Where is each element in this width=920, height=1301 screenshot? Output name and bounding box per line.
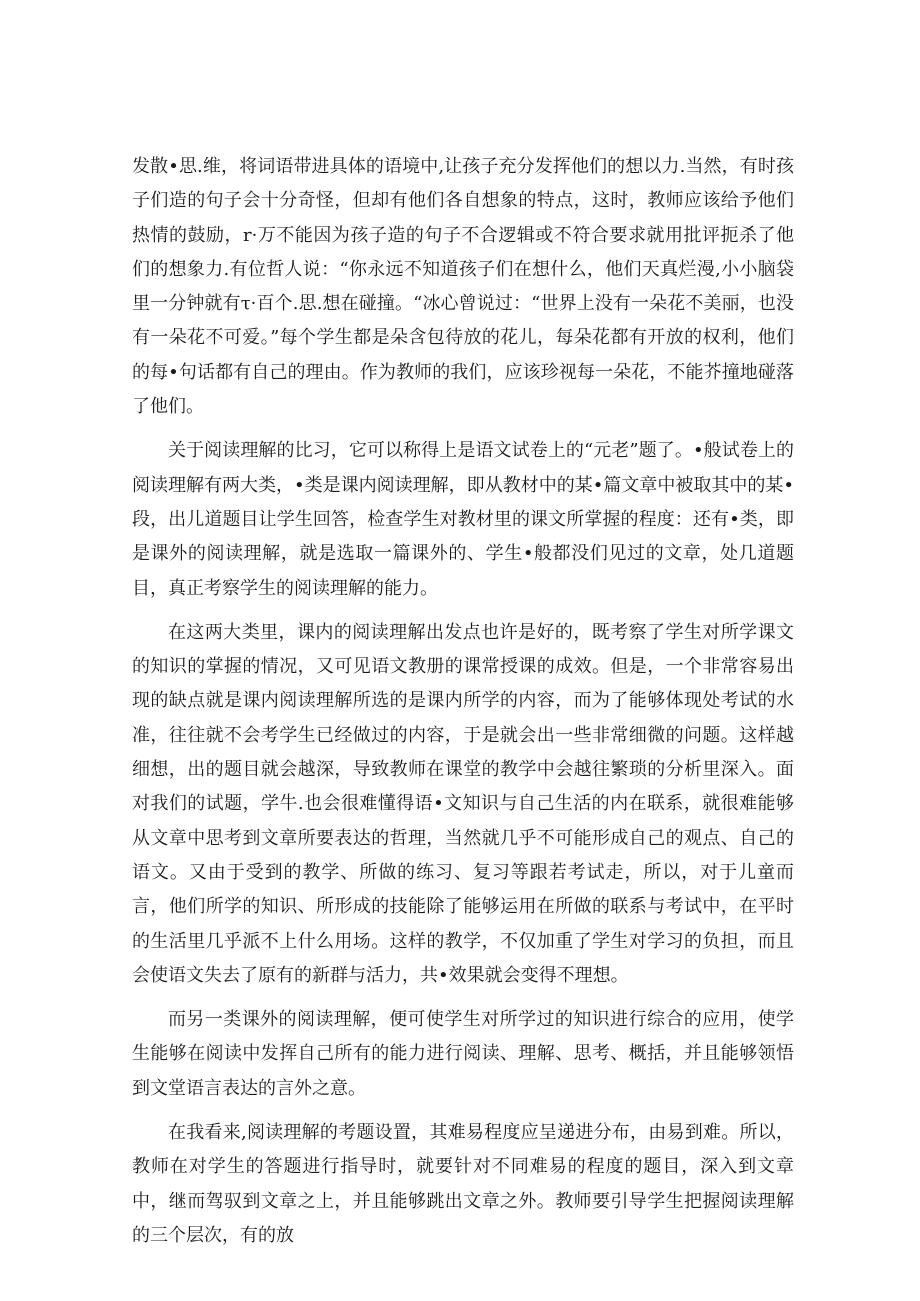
paragraph-4: 而另一类课外的阅读理解，便可使学生对所学过的知识进行综合的应用，使学生能够在阅读中发挥自己所有的能力进行阅读、理解、思考、概括，并且能够领悟到文堂语言表达的言外之意。 — [132, 1009, 794, 1099]
document-body — [132, 150, 794, 1263]
paragraph-3: 在这两大类里，课内的阅读理解出发点也许是好的，既考察了学生对所学课文的知识的掌握的情况，又可见语文教册的课常授课的成效。但是，一个非常容易出现的缺点就是课内阅读理解所选的是课内所学的内容，而为了能够体现处考试的水准，往往就不会考学生已经做过的内容，于是就会出一些非常细微的问题。这样越细想，出的题目就会越深，导致教师在课堂的教学中会越往繁琐的分析里深入。面对我们的试题，学牛.也会很难懂得语•文知识与自己生活的内在联系，就很难能够从文章中思考到文章所要表达的哲理，当然就几乎不可能形成自己的观点、自己的语文。又由于受到的教学、所做的练习、复习等跟若考试走，所以，对于儿童而言，他们所学的知识、所形成的技能除了能够运用在所做的联系与考试中，在平时的生活里几乎派不上什么用场。这样的教学，不仅加重了学生对学习的负担，而且会使语文失去了原有的新群与活力，共•效果就会变得不理想。 — [132, 621, 794, 986]
paragraph-2: 关于阅读理解的比习，它可以称得上是语文试卷上的“元老”题了。•般试卷上的阅读理解有两大类，•类是课内阅读理解，即从教材中的某•篇文章中被取其中的某•段，出儿道题目让学生回答，检查学生对教材里的课文所掌握的程度：还有•类，即是课外的阅读理解，就是选取一篇课外的、学生•般都没们见过的文章，处几道题目，真正考察学生的阅读理解的能力。 — [132, 440, 794, 599]
paragraph-1: 发散•思.维，将词语带进具体的语境中,让孩子充分发挥他们的想以力.当然，有时孩子们造的句子会十分奇怪，但却有他们各自想象的特点，这时，教师应该给予他们热情的鼓励，r·万不能因为孩子造的句子不合逻辑或不符合要求就用批评扼杀了他们的想象力.有位哲人说：“你永远不知道孩子们在想什么，他们天真烂漫,小小脑袋里一分钟就有τ·百个.思.想在碰撞。“冰心曾说过：“世界上没有一朵花不美丽，也没有一朵花不可爱。”每个学生都是朵含包待放的花儿，每朵花都有开放的权利，他们的每•句话都有自己的理由。作为教师的我们，应该珍视每一朵花，不能芥撞地碰落了他们。 — [132, 156, 794, 418]
paragraph-5: 在我看来,阅读理解的考题设置，其难易程度应呈递进分布，由易到难。所以，教师在对学生的答题进行指导时，就要针对不同难易的程度的题目，深入到文章中，继而驾驭到文章之上，并且能够跳出文章之外。教师要引导学生把握阅读理解的三个层次，有的放 — [132, 1122, 794, 1246]
